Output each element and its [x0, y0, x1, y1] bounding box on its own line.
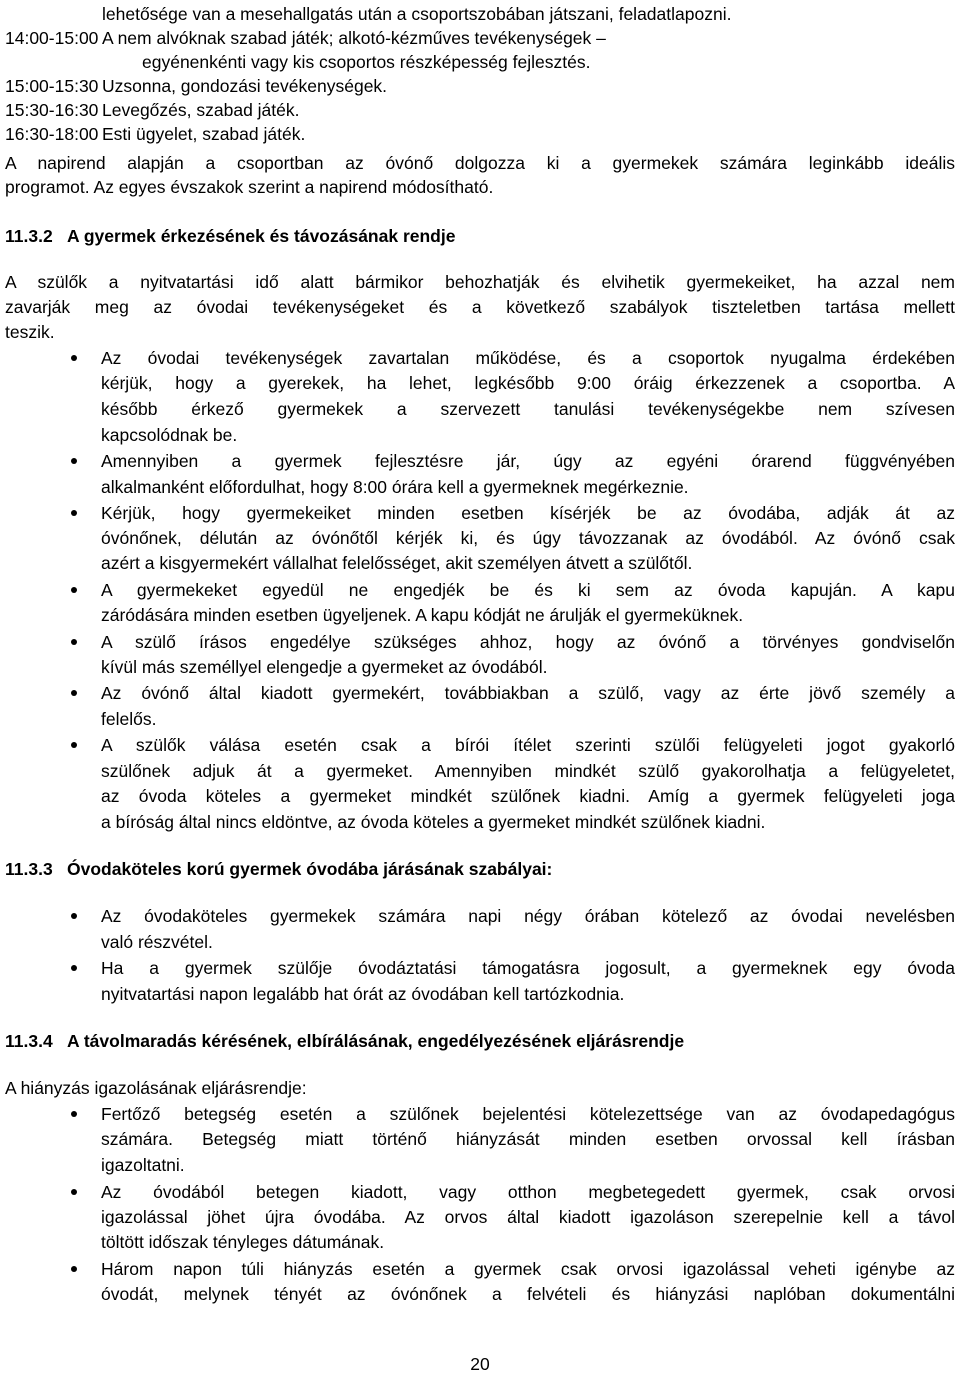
section-title: Óvodaköteles korú gyermek óvodába járásának szabályai: [67, 859, 553, 879]
bullet-line: Amennyiben a gyermek fejlesztésre jár, úgy az egyéni órarend függvényében [101, 451, 955, 471]
bullet-line: igazolással jöhet újra óvodába. Az orvos által kiadott igazoláson szerepelnie kell a távol [101, 1207, 955, 1227]
bullet-icon [71, 965, 77, 971]
bullet-line: A gyermekeket egyedül ne engedjék be és ki sem az óvoda kapuján. A kapu [101, 580, 955, 600]
bullet-icon [71, 458, 77, 464]
bullet-line: Három napon túli hiányzás esetén a gyermek csak orvosi igazolással veheti igénybe az [101, 1259, 955, 1279]
bullet-line: az óvoda köteles a gyermeket mindkét szülőnek kiadni. Amíg a gyermek felügyeleti joga [101, 786, 955, 806]
bullet-line: alkalmanként előfordulhat, hogy 8:00 órára kell a gyermeknek megérkeznie. [101, 477, 689, 497]
section-number: 11.3.4 [5, 1031, 53, 1051]
bullet-line: nyitvatartási napon legalább hat órát az óvodában kell tartózkodnia. [101, 984, 625, 1004]
bullet-line: való részvétel. [101, 932, 213, 952]
schedule-text: Uzsonna, gondozási tevékenységek. [102, 76, 388, 96]
bullet-line: záródására minden esetben ügyeljenek. A kapu kódját ne árulják el gyermeküknek. [101, 605, 744, 625]
bullet-line: a bíróság által nincs eldöntve, az óvoda köteles a gyermeket mindkét szülőnek kiadni. [101, 812, 766, 832]
schedule-time: 16:30-18:00 [5, 124, 99, 144]
schedule-time: 15:00-15:30 [5, 76, 99, 96]
bullet-line: töltött időszak tényleges dátumának. [101, 1232, 385, 1252]
bullet-line: A szülő írásos engedélye szükséges ahhoz, hogy az óvónő a törvényes gondviselőn [101, 632, 955, 652]
schedule-text: egyénenkénti vagy kis csoportos részképesség fejlesztés. [142, 52, 591, 72]
page-number: 20 [470, 1354, 490, 1374]
bullet-line: Az óvodából betegen kiadott, vagy otthon megbetegedett gyermek, csak orvosi [101, 1182, 955, 1202]
section-number: 11.3.3 [5, 859, 53, 879]
bullet-icon [71, 1111, 77, 1117]
bullet-line: Az óvónő által kiadott gyermekért, továbbiakban a szülő, vagy az érte jövő személy a [101, 683, 955, 703]
section-number: 11.3.2 [5, 226, 53, 246]
bullet-line: igazoltatni. [101, 1155, 185, 1175]
bullet-icon [71, 510, 77, 516]
bullet-line: Fertőző betegség esetén a szülőnek bejelentési kötelezettsége van az óvodapedagógus [101, 1104, 955, 1124]
schedule-closing-line: A napirend alapján a csoportban az óvónő dolgozza ki a gyermekek számára leginkább ideális [5, 153, 955, 173]
bullet-line: felelős. [101, 709, 157, 729]
section-title: A távolmaradás kérésének, elbírálásának, engedélyezésének eljárásrendje [67, 1031, 685, 1051]
schedule-closing-line: programot. Az egyes évszakok szerint a napirend módosítható. [5, 177, 494, 197]
bullet-line: Kérjük, hogy gyermekeiket minden esetben kísérjék be az óvodába, adják át az [101, 503, 955, 523]
bullet-line: kapcsolódnak be. [101, 425, 238, 445]
bullet-line: óvónőnek, délután az óvónőtől kérjék ki, és úgy távozzanak az óvodából. Az óvónő csak [101, 528, 955, 548]
bullet-line: szülőnek adjuk át a gyermeket. Amennyiben mindkét szülő gyakorolhatja a felügyeletet, [101, 761, 955, 781]
bullet-line: óvodát, melynek tényét az óvónőnek a felvételi és hiányzási naplóban dokumentálni [101, 1284, 955, 1304]
bullet-icon [71, 355, 77, 361]
continuation-line: lehetősége van a mesehallgatás után a csoportszobában játszani, feladatlapozni. [102, 4, 732, 24]
bullet-line: Az óvodaköteles gyermekek számára napi négy órában kötelező az óvodai nevelésben [101, 906, 955, 926]
bullet-icon [71, 587, 77, 593]
bullet-icon [71, 913, 77, 919]
bullet-icon [71, 1266, 77, 1272]
bullet-line: kívül más személlyel elengedje a gyermeket az óvodából. [101, 657, 548, 677]
schedule-time: 15:30-16:30 [5, 100, 99, 120]
bullet-icon [71, 639, 77, 645]
bullet-line: számára. Betegség miatt történő hiányzását minden esetben orvossal kell írásban [101, 1129, 955, 1149]
bullet-line: azért a kisgyermekért vállalhat felelősséget, akit személyen átvett a szülőtől. [101, 553, 693, 573]
bullet-line: később érkező gyermekek a szervezett tanulási tevékenységekbe nem szívesen [101, 399, 955, 419]
bullet-icon [71, 1189, 77, 1195]
paragraph-line: zavarják meg az óvodai tevékenységeket és a következő szabályok tiszteletben tartása mellett [5, 297, 955, 317]
schedule-text: Esti ügyelet, szabad játék. [102, 124, 306, 144]
section-title: A gyermek érkezésének és távozásának rendje [67, 226, 456, 246]
bullet-line: A szülők válása esetén csak a bírói ítélet szerinti szülői felügyeleti jogot gyakorló [101, 735, 955, 755]
schedule-time: 14:00-15:00 [5, 28, 99, 48]
bullet-line: kérjük, hogy a gyerekek, ha lehet, legkésőbb 9:00 óráig érkezzenek a csoportba. A [101, 373, 955, 393]
schedule-text: A nem alvóknak szabad játék; alkotó-kézműves tevékenységek – [102, 28, 606, 48]
bullet-icon [71, 742, 77, 748]
bullet-line: Ha a gyermek szülője óvodáztatási támogatásra jogosult, a gyermeknek egy óvoda [101, 958, 955, 978]
paragraph-line: A szülők a nyitvatartási idő alatt bármikor behozhatják és elvihetik gyermekeiket, ha azzal nem [5, 272, 955, 292]
schedule-text: Levegőzés, szabad játék. [102, 100, 300, 120]
subheading: A hiányzás igazolásának eljárásrendje: [5, 1078, 307, 1098]
paragraph-line: teszik. [5, 322, 55, 342]
bullet-icon [71, 690, 77, 696]
bullet-line: Az óvodai tevékenységek zavartalan működése, és a csoportok nyugalma érdekében [101, 348, 955, 368]
